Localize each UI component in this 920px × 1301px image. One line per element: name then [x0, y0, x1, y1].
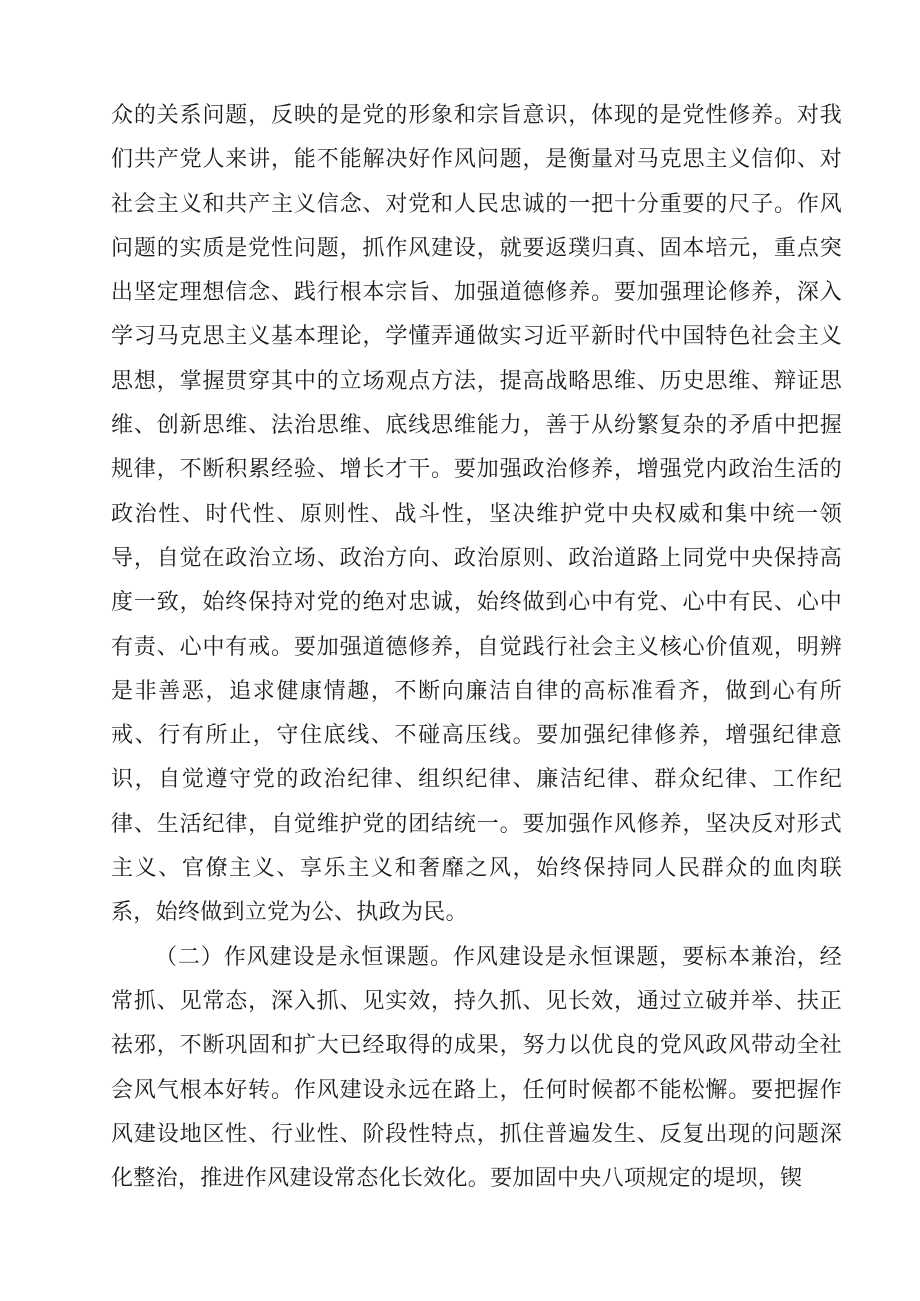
paragraph-continuation: 众的关系问题，反映的是党的形象和宗旨意识，体现的是党性修养。对我们共产党人来讲，能不能解决好作风问题，是衡量对马克思主义信仰、对社会主义和共产主义信念、对党和人民忠诚的一把十分重要的尺子。作风问题的实质是党性问题，抓作风建设，就要返璞归真、固本培元，重点突出坚定理想信念、践行根本宗旨、加强道德修养。要加强理论修养，深入学习马克思主义基本理论，学懂弄通做实习近平新时代中国特色社会主义思想，掌握贯穿其中的立场观点方法，提高战略思维、历史思维、辩证思维、创新思维、法治思维、底线思维能力，善于从纷繁复杂的矛盾中把握规律，不断积累经验、增长才干。要加强政治修养，增强党内政治生活的政治性、时代性、原则性、战斗性，坚决维护党中央权威和集中统一领导，自觉在政治立场、政治方向、政治原则、政治道路上同党中央保持高度一致，始终保持对党的绝对忠诚，始终做到心中有党、心中有民、心中有责、心中有戒。要加强道德修养，自觉践行社会主义核心价值观，明辨是非善恶，追求健康情趣，不断向廉洁自律的高标准看齐，做到心有所戒、行有所止，守住底线、不碰高压线。要加强纪律修养，增强纪律意识，自觉遵守党的政治纪律、组织纪律、廉洁纪律、群众纪律、工作纪律、生活纪律，自觉维护党的团结统一。要加强作风修养，坚决反对形式主义、官僚主义、享乐主义和奢靡之风，始终保持同人民群众的血肉联系，始终做到立党为公、执政为民。	[111, 103, 842, 926]
document-body	[111, 94, 842, 1201]
paragraph-section-two: （二）作风建设是永恒课题。作风建设是永恒课题，要标本兼治，经常抓、见常态，深入抓、见实效，持久抓、见长效，通过立破并举、扶正祛邪，不断巩固和扩大已经取得的成果，努力以优良的党风政风带动全社会风气根本好转。作风建设永远在路上，任何时候都不能松懈。要把握作风建设地区性、行业性、阶段性特点，抓住普遍发生、反复出现的问题深化整治，推进作风建设常态化长效化。要加固中央八项规定的堤坝，锲	[111, 944, 842, 1192]
